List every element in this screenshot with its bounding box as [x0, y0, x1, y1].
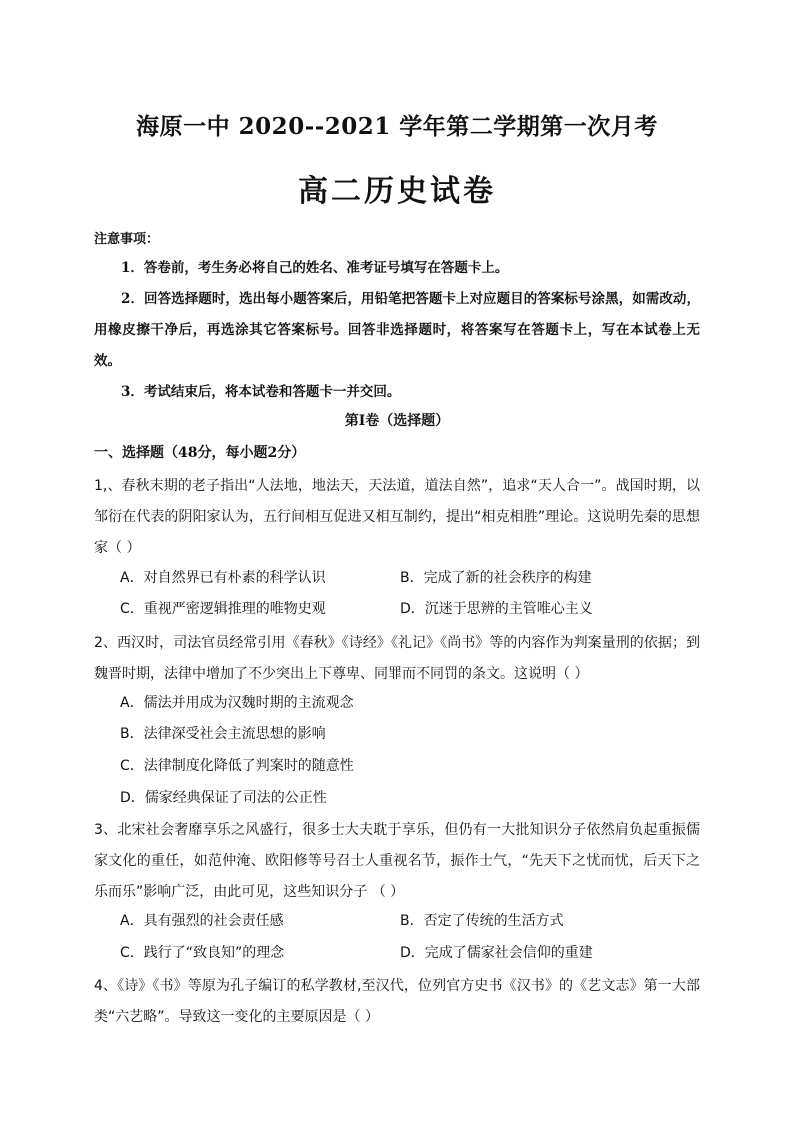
- question-3-option-c: C．践行了“致良知”的理念: [120, 945, 285, 961]
- question-2-option-d: D．儒家经典保证了司法的公正性: [120, 790, 327, 806]
- question-4-stem: 4、《诗》《书》等原为孔子编订的私学教材,至汉代，位列官方史书《汉书》的《艺文志》第一大部类“六艺略”。导致这一变化的主要原因是（ ）: [94, 978, 700, 1025]
- question-1-option-b: B．完成了新的社会秩序的构建: [400, 570, 592, 586]
- question-3-option-d: D．完成了儒家社会信仰的重建: [400, 945, 593, 961]
- section-title: 第Ⅰ卷（选择题）: [344, 413, 450, 429]
- question-3-option-b: B．否定了传统的生活方式: [400, 913, 564, 929]
- question-3-stem: 3、北宋社会奢靡享乐之风盛行，很多士大夫耽于享乐，但仍有一大批知识分子依然肩负起重振儒家文化的重任，如范仲淹、欧阳修等号召士人重视名节，振作士气，“先天下之忧而忧，后天下之乐而乐”影响广泛，由此可见，这些知识分子 （ ）: [94, 822, 700, 900]
- notice-item-3: 3．考试结束后，将本试卷和答题卡一并交回。: [121, 384, 401, 400]
- exam-title: 海原一中 2020--2021 学年第二学期第一次月考: [136, 113, 658, 140]
- notice-heading: 注意事项：: [94, 232, 160, 247]
- question-1-option-d: D．沉迷于思辨的主管唯心主义: [400, 601, 593, 617]
- part-title: 一、选择题（48分，每小题2分）: [94, 445, 306, 461]
- notice-item-2: 2．回答选择题时，选出每小题答案后，用铅笔把答题卡上对应题目的答案标号涂黑，如需改动，用橡皮擦干净后，再选涂其它答案标号。回答非选择题时，将答案写在答题卡上，写在本试卷上无效。: [94, 291, 700, 369]
- question-2-option-b: B．法律深受社会主流思想的影响: [120, 726, 326, 742]
- notice-item-1: 1．答卷前，考生务必将自己的姓名、准考证号填写在答题卡上。: [121, 260, 509, 276]
- question-2-stem: 2、西汉时，司法官员经常引用《春秋》《诗经》《礼记》《尚书》等的内容作为判案量刑的依据；到魏晋时期，法律中增加了不少突出上下尊卑、同罪而不同罚的条文。这说明（ ）: [94, 635, 700, 682]
- question-1-option-a: A．对自然界已有朴素的科学认识: [120, 570, 326, 586]
- exam-subtitle: 高二历史试卷: [298, 174, 496, 209]
- question-2-option-a: A．儒法并用成为汉魏时期的主流观念: [120, 695, 354, 711]
- question-2-option-c: C．法律制度化降低了判案时的随意性: [120, 758, 354, 774]
- question-1-stem: 1,、春秋末期的老子指出“人法地，地法天，天法道，道法自然”，追求“天人合一”。战国时期，以邹衍在代表的阴阳家认为，五行间相互促进又相互制约，提出“相克相胜”理论。这说明先秦的思想家（ ）: [94, 478, 700, 556]
- question-3-option-a: A．具有强烈的社会责任感: [120, 913, 284, 929]
- question-1-option-c: C．重视严密逻辑推理的唯物史观: [120, 601, 326, 617]
